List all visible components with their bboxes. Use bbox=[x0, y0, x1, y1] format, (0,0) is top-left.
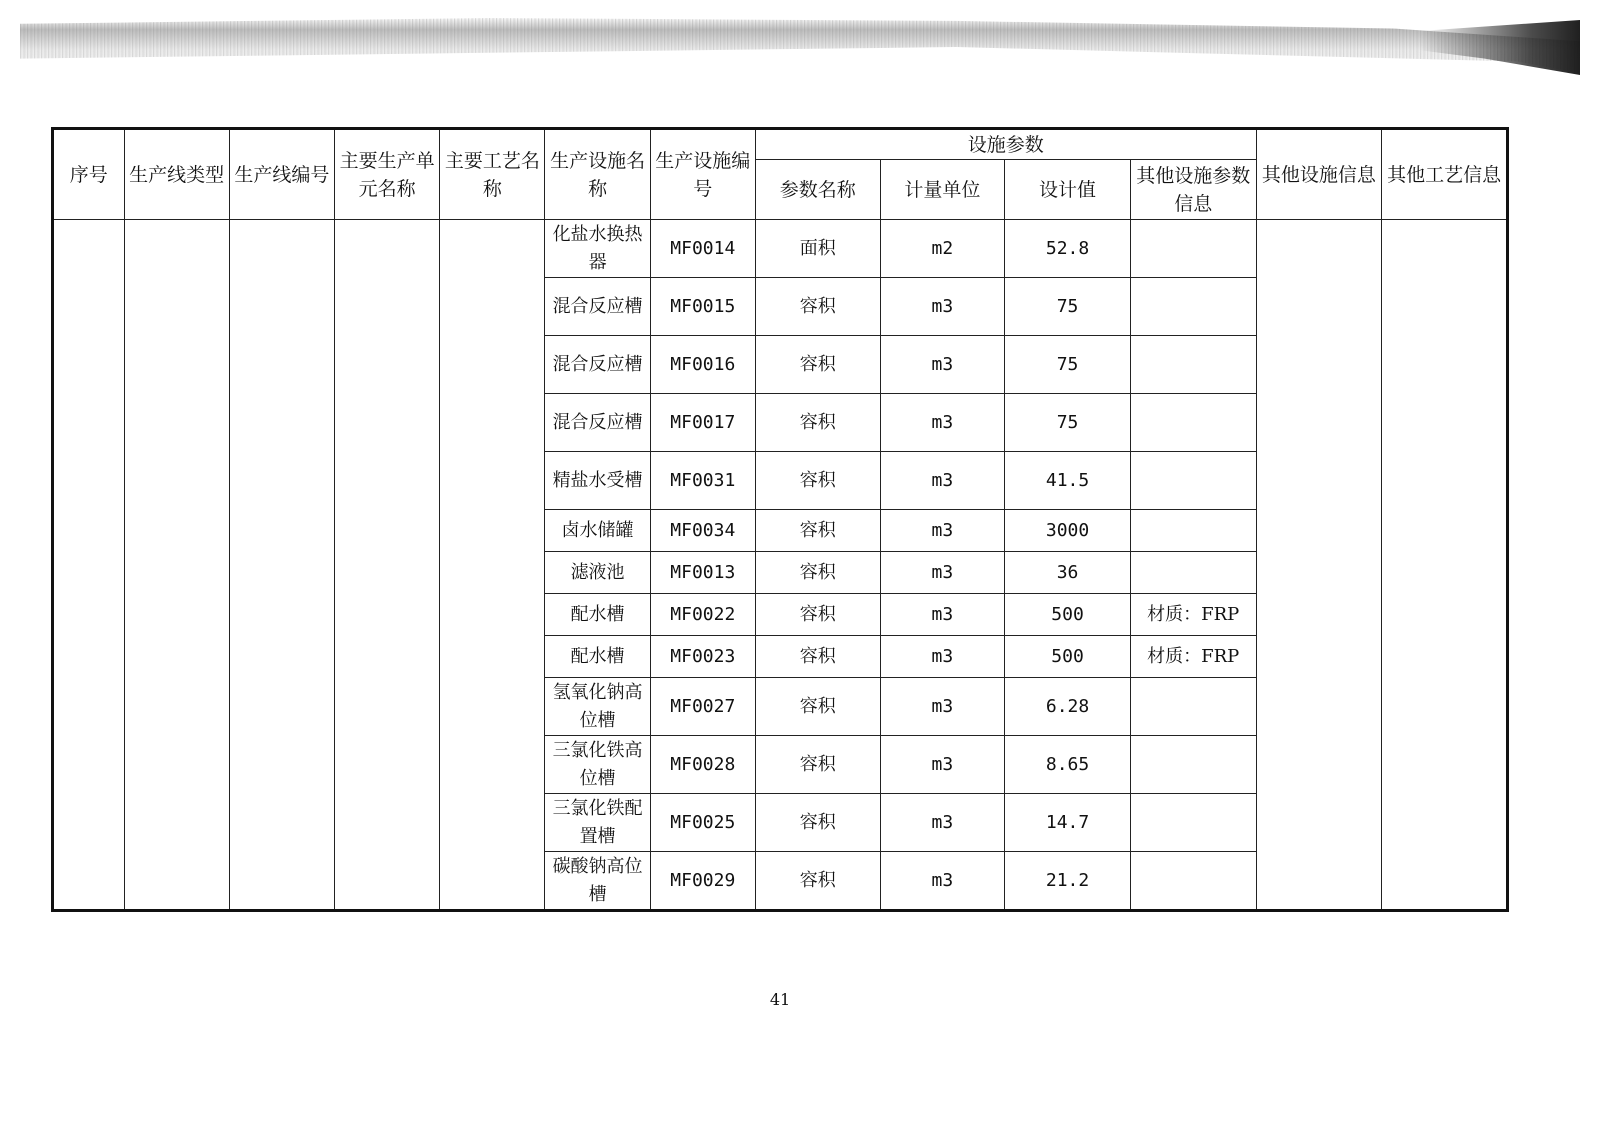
unit-cell: m3 bbox=[880, 852, 1005, 911]
design-value-cell: 41.5 bbox=[1005, 452, 1131, 510]
header-seq: 序号 bbox=[53, 129, 125, 220]
param-name-cell: 容积 bbox=[755, 852, 880, 911]
header-other-param-info: 其他设施参数信息 bbox=[1130, 160, 1256, 220]
scan-artifact-band bbox=[20, 18, 1580, 76]
param-name-cell: 容积 bbox=[755, 510, 880, 552]
param-name-cell: 容积 bbox=[755, 594, 880, 636]
facility-name-cell: 配水槽 bbox=[545, 594, 650, 636]
design-value-cell: 3000 bbox=[1005, 510, 1131, 552]
facility-no-cell: MF0014 bbox=[650, 220, 755, 278]
facility-no-cell: MF0013 bbox=[650, 552, 755, 594]
other-param-info-cell bbox=[1130, 678, 1256, 736]
cell-line-type-empty bbox=[124, 220, 229, 911]
header-line-type: 生产线类型 bbox=[124, 129, 229, 220]
design-value-cell: 8.65 bbox=[1005, 736, 1131, 794]
unit-cell: m3 bbox=[880, 678, 1005, 736]
header-other-process-info: 其他工艺信息 bbox=[1382, 129, 1508, 220]
unit-cell: m3 bbox=[880, 278, 1005, 336]
facility-no-cell: MF0028 bbox=[650, 736, 755, 794]
facility-name-cell: 碳酸钠高位槽 bbox=[545, 852, 650, 911]
unit-cell: m3 bbox=[880, 394, 1005, 452]
facility-name-cell: 混合反应槽 bbox=[545, 394, 650, 452]
param-name-cell: 容积 bbox=[755, 278, 880, 336]
other-param-info-cell bbox=[1130, 394, 1256, 452]
facility-no-cell: MF0034 bbox=[650, 510, 755, 552]
scan-artifact-edge bbox=[1420, 20, 1580, 75]
facility-no-cell: MF0023 bbox=[650, 636, 755, 678]
header-facility-name: 生产设施名称 bbox=[545, 129, 650, 220]
other-param-info-cell bbox=[1130, 852, 1256, 911]
facility-no-cell: MF0016 bbox=[650, 336, 755, 394]
param-name-cell: 容积 bbox=[755, 736, 880, 794]
table-body bbox=[53, 220, 1508, 911]
unit-cell: m3 bbox=[880, 594, 1005, 636]
header-unit-name: 主要生产单元名称 bbox=[334, 129, 439, 220]
design-value-cell: 500 bbox=[1005, 636, 1131, 678]
unit-cell: m3 bbox=[880, 510, 1005, 552]
cell-other-process-info-empty bbox=[1382, 220, 1508, 911]
cell-process-name-empty bbox=[440, 220, 545, 911]
design-value-cell: 75 bbox=[1005, 278, 1131, 336]
other-param-info-cell bbox=[1130, 452, 1256, 510]
facility-no-cell: MF0027 bbox=[650, 678, 755, 736]
design-value-cell: 21.2 bbox=[1005, 852, 1131, 911]
facility-no-cell: MF0022 bbox=[650, 594, 755, 636]
unit-cell: m3 bbox=[880, 452, 1005, 510]
facility-name-cell: 三氯化铁配置槽 bbox=[545, 794, 650, 852]
header-process-name: 主要工艺名称 bbox=[440, 129, 545, 220]
facility-name-cell: 滤液池 bbox=[545, 552, 650, 594]
design-value-cell: 75 bbox=[1005, 394, 1131, 452]
header-other-facility-info: 其他设施信息 bbox=[1256, 129, 1382, 220]
param-name-cell: 面积 bbox=[755, 220, 880, 278]
header-design-value: 设计值 bbox=[1005, 160, 1131, 220]
facility-no-cell: MF0025 bbox=[650, 794, 755, 852]
other-param-info-cell bbox=[1130, 552, 1256, 594]
facility-no-cell: MF0029 bbox=[650, 852, 755, 911]
facility-name-cell: 混合反应槽 bbox=[545, 278, 650, 336]
facility-name-cell: 混合反应槽 bbox=[545, 336, 650, 394]
facility-name-cell: 配水槽 bbox=[545, 636, 650, 678]
unit-cell: m2 bbox=[880, 220, 1005, 278]
header-param-name: 参数名称 bbox=[755, 160, 880, 220]
unit-cell: m3 bbox=[880, 636, 1005, 678]
unit-cell: m3 bbox=[880, 736, 1005, 794]
other-param-info-cell: 材质：FRP bbox=[1130, 594, 1256, 636]
other-param-info-cell bbox=[1130, 736, 1256, 794]
design-value-cell: 500 bbox=[1005, 594, 1131, 636]
other-param-info-cell bbox=[1130, 510, 1256, 552]
facility-no-cell: MF0015 bbox=[650, 278, 755, 336]
table-row bbox=[53, 220, 1508, 278]
unit-cell: m3 bbox=[880, 336, 1005, 394]
facility-name-cell: 氢氧化钠高位槽 bbox=[545, 678, 650, 736]
facility-no-cell: MF0031 bbox=[650, 452, 755, 510]
param-name-cell: 容积 bbox=[755, 336, 880, 394]
design-value-cell: 52.8 bbox=[1005, 220, 1131, 278]
other-param-info-cell bbox=[1130, 794, 1256, 852]
design-value-cell: 75 bbox=[1005, 336, 1131, 394]
param-name-cell: 容积 bbox=[755, 794, 880, 852]
facility-name-cell: 三氯化铁高位槽 bbox=[545, 736, 650, 794]
header-line-no: 生产线编号 bbox=[229, 129, 334, 220]
unit-cell: m3 bbox=[880, 552, 1005, 594]
facility-no-cell: MF0017 bbox=[650, 394, 755, 452]
design-value-cell: 6.28 bbox=[1005, 678, 1131, 736]
facility-parameter-table bbox=[51, 127, 1509, 912]
cell-seq-empty bbox=[53, 220, 125, 911]
param-name-cell: 容积 bbox=[755, 394, 880, 452]
param-name-cell: 容积 bbox=[755, 552, 880, 594]
cell-other-facility-info-empty bbox=[1256, 220, 1382, 911]
other-param-info-cell bbox=[1130, 336, 1256, 394]
header-unit: 计量单位 bbox=[880, 160, 1005, 220]
facility-name-cell: 精盐水受槽 bbox=[545, 452, 650, 510]
header-facility-no: 生产设施编号 bbox=[650, 129, 755, 220]
other-param-info-cell bbox=[1130, 278, 1256, 336]
facility-name-cell: 卤水储罐 bbox=[545, 510, 650, 552]
cell-line-no-empty bbox=[229, 220, 334, 911]
other-param-info-cell: 材质：FRP bbox=[1130, 636, 1256, 678]
other-param-info-cell bbox=[1130, 220, 1256, 278]
param-name-cell: 容积 bbox=[755, 452, 880, 510]
header-params-group: 设施参数 bbox=[755, 129, 1256, 160]
design-value-cell: 14.7 bbox=[1005, 794, 1131, 852]
facility-name-cell: 化盐水换热器 bbox=[545, 220, 650, 278]
page-number: 41 bbox=[769, 990, 791, 1009]
param-name-cell: 容积 bbox=[755, 678, 880, 736]
design-value-cell: 36 bbox=[1005, 552, 1131, 594]
param-name-cell: 容积 bbox=[755, 636, 880, 678]
cell-unit-name-empty bbox=[334, 220, 439, 911]
unit-cell: m3 bbox=[880, 794, 1005, 852]
